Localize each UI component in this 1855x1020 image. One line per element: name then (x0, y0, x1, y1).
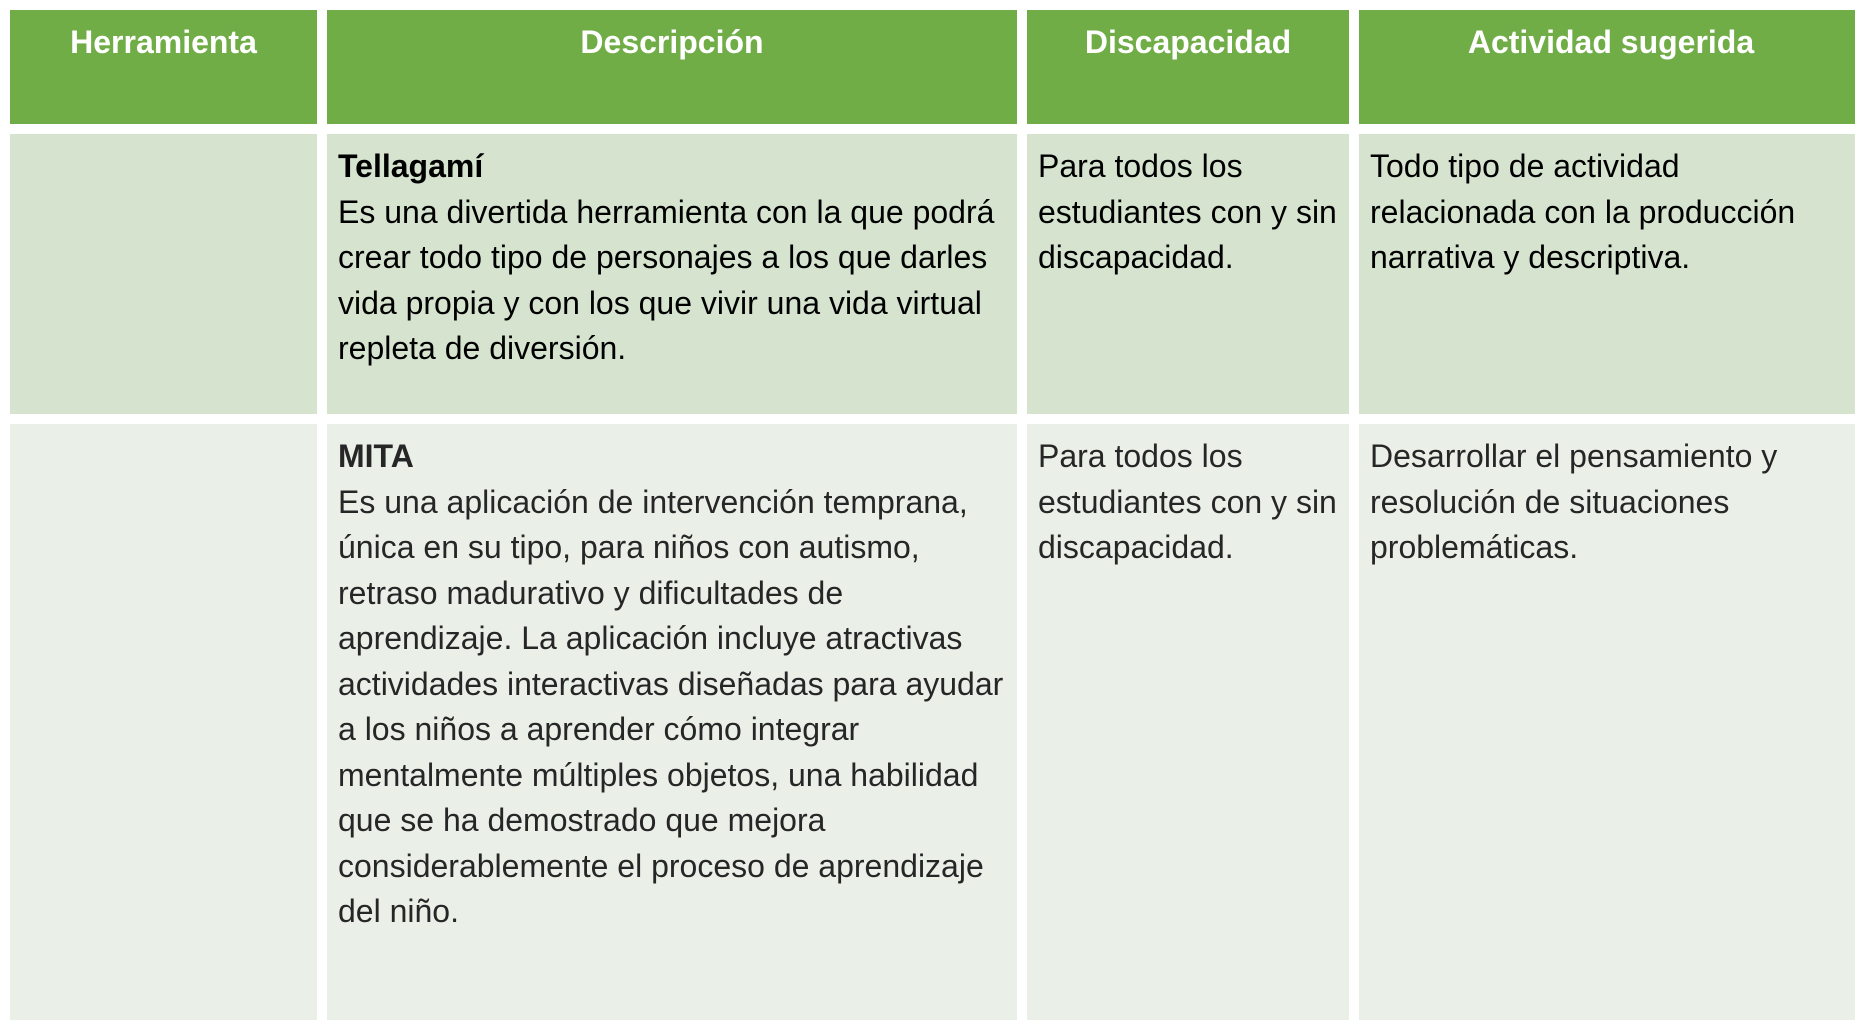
row-2-descripcion (327, 424, 1017, 1020)
row-1-actividad: Todo tipo de actividad relacionada con la producción narrativa y descriptiva. (1359, 134, 1855, 414)
row-1-title: Tellagamí (338, 148, 484, 184)
row-2-description-text: Es una aplicación de intervención temprana, única en su tipo, para niños con autismo, retraso madurativo y dificultades de aprendizaje. La aplicación incluye atractivas actividades interactivas diseñadas para ayudar a los niños a aprender cómo integrar mentalmente múltiples objetos, una habilidad que se ha demostrado que mejora considerablemente el proceso de aprendizaje del niño. (338, 483, 1004, 929)
row-1-herramienta (10, 134, 317, 414)
header-herramienta: Herramienta (10, 10, 317, 124)
header-discapacidad: Discapacidad (1027, 10, 1349, 124)
row-2-title: MITA (338, 438, 414, 474)
row-2-discapacidad: Para todos los estudiantes con y sin discapacidad. (1027, 424, 1349, 1020)
row-2-herramienta (10, 424, 317, 1020)
header-actividad: Actividad sugerida (1359, 10, 1855, 124)
row-1-discapacidad: Para todos los estudiantes con y sin discapacidad. (1027, 134, 1349, 414)
row-1-description-text: Es una divertida herramienta con la que podrá crear todo tipo de personajes a los que darles vida propia y con los que vivir una vida virtual repleta de diversión. (338, 193, 995, 366)
header-descripcion: Descripción (327, 10, 1017, 124)
row-2-actividad: Desarrollar el pensamiento y resolución de situaciones problemáticas. (1359, 424, 1855, 1020)
row-1-descripcion (327, 134, 1017, 414)
